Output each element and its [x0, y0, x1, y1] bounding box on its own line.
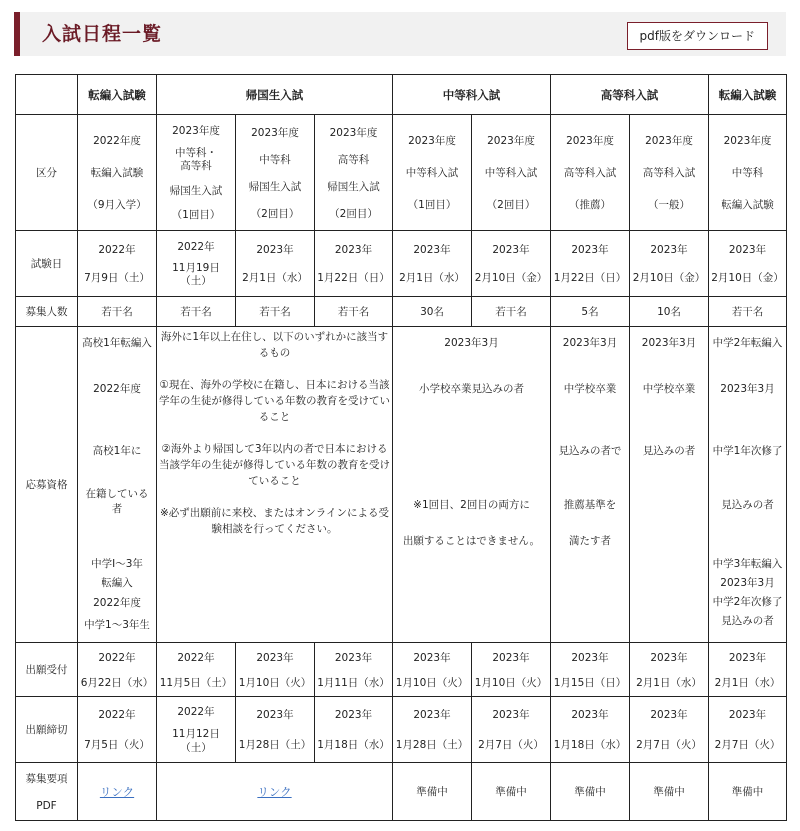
exam-date-cell: 2023年 2月10日（金） — [472, 231, 551, 297]
exam-date-cell: 2022年 7月9日（土） — [78, 231, 157, 297]
row-label-category: 区分 — [16, 115, 78, 231]
page-header — [14, 12, 786, 56]
category-cell: 2023年度 高等科 帰国生入試 （2回目） — [315, 115, 393, 231]
page-title: 入試日程一覧 — [42, 23, 163, 45]
app-end-cell: 2023年 1月28日（土） — [393, 697, 472, 763]
guidelines-row — [16, 763, 787, 821]
exam-schedule-table — [15, 74, 787, 821]
exam-date-row — [16, 231, 787, 297]
col-header-transfer-2: 転編入試験 — [709, 75, 787, 115]
app-end-cell: 2023年 1月28日（土） — [236, 697, 315, 763]
eligibility-cell-high-rec: 2023年3月 中学校卒業 見込みの者で 推薦基準を 満たす者 — [551, 327, 630, 643]
app-end-cell: 2022年 11月12日 （土） — [157, 697, 236, 763]
capacity-cell: 10名 — [630, 297, 709, 327]
col-header-high: 高等科入試 — [551, 75, 709, 115]
category-cell: 2023年度 中等科入試 （2回目） — [472, 115, 551, 231]
app-start-cell: 2023年 1月10日（火） — [236, 643, 315, 697]
app-start-cell: 2023年 1月10日（火） — [393, 643, 472, 697]
app-start-cell: 2023年 1月11日（水） — [315, 643, 393, 697]
exam-date-cell: 2023年 2月1日（水） — [236, 231, 315, 297]
category-cell: 2023年度 中等科 帰国生入試 （2回目） — [236, 115, 315, 231]
header-accent-bar — [14, 12, 20, 56]
app-end-cell: 2023年 1月18日（水） — [315, 697, 393, 763]
category-cell: 2023年度 中等科入試 （1回目） — [393, 115, 472, 231]
exam-date-cell: 2023年 2月1日（水） — [393, 231, 472, 297]
category-cell: 2023年度 高等科入試 （一般） — [630, 115, 709, 231]
capacity-cell: 若干名 — [709, 297, 787, 327]
capacity-cell: 若干名 — [157, 297, 236, 327]
col-header-returnee: 帰国生入試 — [157, 75, 393, 115]
guideline-link-returnee[interactable]: リンク — [257, 784, 292, 799]
guideline-status: 準備中 — [393, 763, 472, 821]
capacity-cell: 30名 — [393, 297, 472, 327]
app-start-cell: 2023年 1月10日（火） — [472, 643, 551, 697]
category-cell: 2023年度 中等科・ 高等科 帰国生入試 （1回目） — [157, 115, 236, 231]
app-start-row — [16, 643, 787, 697]
exam-date-cell: 2023年 2月10日（金） — [709, 231, 787, 297]
app-end-cell: 2022年 7月5日（火） — [78, 697, 157, 763]
capacity-row — [16, 297, 787, 327]
app-start-cell: 2022年 6月22日（水） — [78, 643, 157, 697]
app-end-cell: 2023年 2月7日（火） — [630, 697, 709, 763]
app-start-cell: 2022年 11月5日（土） — [157, 643, 236, 697]
capacity-cell: 若干名 — [472, 297, 551, 327]
guideline-cell-returnee — [157, 763, 393, 821]
eligibility-cell-transfer: 高校1年転編入 2022年度 高校1年に 在籍している 者 中学Ⅰ～3年 転編入 2022年度 中学1～3年生 — [78, 327, 157, 643]
guideline-link-transfer[interactable]: リンク — [99, 784, 135, 799]
exam-date-cell: 2023年 2月10日（金） — [630, 231, 709, 297]
row-label-guidelines: 募集要項 PDF — [16, 763, 78, 821]
app-start-cell: 2023年 1月15日（日） — [551, 643, 630, 697]
guideline-status: 準備中 — [472, 763, 551, 821]
row-label-eligibility: 応募資格 — [16, 327, 78, 643]
app-end-cell: 2023年 2月7日（火） — [472, 697, 551, 763]
category-cell: 2023年度 中等科 転編入試験 — [709, 115, 787, 231]
row-label-app-start: 出願受付 — [16, 643, 78, 697]
category-cell: 2022年度 転編入試験 （9月入学） — [78, 115, 157, 231]
row-label-exam-date: 試験日 — [16, 231, 78, 297]
eligibility-cell-returnee: 海外に1年以上在住し、以下のいずれかに該当するもの ①現在、海外の学校に在籍し、日本における当該学年の生徒が修得している年数の教育を受けていること ②海外より帰国して3年以内の者で日本における当該学年の生徒が修得している年数の教育を受けていること ※必ず出願前に来校、またはオンラインによる受験相談を行ってください。 — [157, 327, 393, 643]
eligibility-row — [16, 327, 787, 643]
col-header-middle: 中等科入試 — [393, 75, 551, 115]
exam-date-cell: 2023年 1月22日（日） — [551, 231, 630, 297]
capacity-cell: 若干名 — [315, 297, 393, 327]
eligibility-cell-transfer-2: 中学2年転編入 2023年3月 中学1年次修了 見込みの者 中学3年転編入 2023年3月 中学2年次修了 見込みの者 — [709, 327, 787, 643]
eligibility-cell-high-gen: 2023年3月 中学校卒業 見込みの者 — [630, 327, 709, 643]
guideline-status: 準備中 — [630, 763, 709, 821]
guideline-status: 準備中 — [551, 763, 630, 821]
guideline-status: 準備中 — [709, 763, 787, 821]
col-header-transfer: 転編入試験 — [78, 75, 157, 115]
eligibility-cell-middle: 2023年3月 小学校卒業見込みの者 ※1回目、2回目の両方に 出願することはできません。 — [393, 327, 551, 643]
exam-date-cell: 2022年 11月19日 （土） — [157, 231, 236, 297]
row-label-capacity: 募集人数 — [16, 297, 78, 327]
row-label-app-end: 出願締切 — [16, 697, 78, 763]
capacity-cell: 若干名 — [78, 297, 157, 327]
column-header-row — [16, 75, 787, 115]
app-start-cell: 2023年 2月1日（水） — [709, 643, 787, 697]
exam-date-cell: 2023年 1月22日（日） — [315, 231, 393, 297]
category-cell: 2023年度 高等科入試 （推薦） — [551, 115, 630, 231]
guideline-cell-transfer — [78, 763, 157, 821]
app-end-cell: 2023年 1月18日（水） — [551, 697, 630, 763]
app-end-cell: 2023年 2月7日（火） — [709, 697, 787, 763]
app-start-cell: 2023年 2月1日（水） — [630, 643, 709, 697]
capacity-cell: 若干名 — [236, 297, 315, 327]
pdf-download-button[interactable]: pdf版をダウンロード — [627, 22, 768, 50]
capacity-cell: 5名 — [551, 297, 630, 327]
corner-cell — [16, 75, 78, 115]
app-end-row — [16, 697, 787, 763]
category-row — [16, 115, 787, 231]
